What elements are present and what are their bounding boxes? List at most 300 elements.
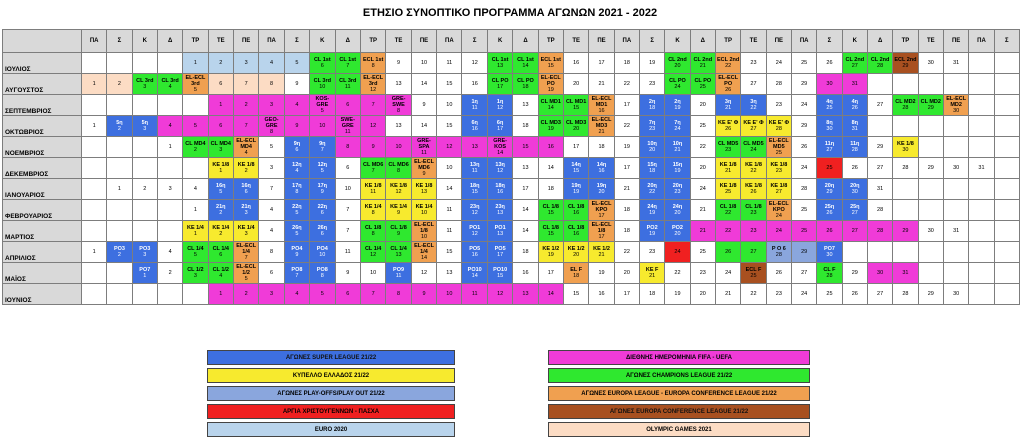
day-cell[interactable]	[107, 116, 132, 137]
day-cell[interactable]	[766, 242, 791, 263]
day-cell[interactable]	[462, 95, 487, 116]
day-cell[interactable]	[842, 158, 867, 179]
day-cell[interactable]	[766, 284, 791, 305]
day-cell[interactable]	[411, 158, 436, 179]
day-cell[interactable]	[360, 242, 385, 263]
day-cell[interactable]	[563, 284, 588, 305]
day-cell[interactable]	[842, 179, 867, 200]
day-cell[interactable]	[842, 221, 867, 242]
day-cell[interactable]	[563, 95, 588, 116]
day-cell[interactable]	[183, 74, 208, 95]
day-cell[interactable]	[183, 263, 208, 284]
day-cell[interactable]	[715, 116, 740, 137]
day-cell[interactable]	[563, 179, 588, 200]
day-cell[interactable]	[259, 263, 284, 284]
day-cell[interactable]	[867, 221, 892, 242]
day-cell[interactable]	[943, 284, 968, 305]
day-cell[interactable]	[259, 137, 284, 158]
day-cell[interactable]	[259, 158, 284, 179]
day-cell[interactable]	[918, 53, 943, 74]
day-cell[interactable]	[259, 53, 284, 74]
day-cell[interactable]	[259, 74, 284, 95]
day-cell[interactable]	[411, 137, 436, 158]
day-cell[interactable]	[284, 221, 309, 242]
day-cell[interactable]	[462, 221, 487, 242]
day-cell[interactable]	[360, 200, 385, 221]
day-cell[interactable]	[208, 221, 233, 242]
day-cell[interactable]	[817, 53, 842, 74]
day-cell[interactable]	[665, 179, 690, 200]
day-cell[interactable]	[513, 158, 538, 179]
day-cell[interactable]	[132, 242, 157, 263]
day-cell[interactable]	[639, 221, 664, 242]
day-cell[interactable]	[563, 53, 588, 74]
day-cell[interactable]	[842, 95, 867, 116]
day-cell[interactable]	[259, 179, 284, 200]
day-cell[interactable]	[817, 179, 842, 200]
day-cell[interactable]	[132, 179, 157, 200]
day-cell[interactable]	[360, 179, 385, 200]
day-cell[interactable]	[792, 53, 817, 74]
day-cell[interactable]	[208, 284, 233, 305]
day-cell[interactable]	[335, 116, 360, 137]
day-cell[interactable]	[335, 179, 360, 200]
day-cell[interactable]	[918, 284, 943, 305]
day-cell[interactable]	[487, 263, 512, 284]
day-cell[interactable]	[741, 53, 766, 74]
day-cell[interactable]	[589, 200, 614, 221]
day-cell[interactable]	[259, 116, 284, 137]
day-cell[interactable]	[563, 221, 588, 242]
day-cell[interactable]	[183, 242, 208, 263]
day-cell[interactable]	[538, 179, 563, 200]
day-cell[interactable]	[563, 116, 588, 137]
day-cell[interactable]	[208, 116, 233, 137]
day-cell[interactable]	[817, 116, 842, 137]
day-cell[interactable]	[766, 95, 791, 116]
day-cell[interactable]	[82, 116, 107, 137]
day-cell[interactable]	[360, 53, 385, 74]
day-cell[interactable]	[665, 263, 690, 284]
day-cell[interactable]	[715, 53, 740, 74]
day-cell[interactable]	[969, 158, 994, 179]
day-cell[interactable]	[157, 137, 182, 158]
day-cell[interactable]	[690, 137, 715, 158]
day-cell[interactable]	[487, 116, 512, 137]
day-cell[interactable]	[766, 263, 791, 284]
day-cell[interactable]	[715, 200, 740, 221]
day-cell[interactable]	[589, 74, 614, 95]
day-cell[interactable]	[639, 137, 664, 158]
day-cell[interactable]	[563, 74, 588, 95]
day-cell[interactable]	[462, 284, 487, 305]
day-cell[interactable]	[284, 116, 309, 137]
day-cell[interactable]	[867, 158, 892, 179]
day-cell[interactable]	[639, 179, 664, 200]
day-cell[interactable]	[233, 53, 258, 74]
day-cell[interactable]	[360, 116, 385, 137]
day-cell[interactable]	[715, 74, 740, 95]
day-cell[interactable]	[208, 242, 233, 263]
day-cell[interactable]	[513, 263, 538, 284]
day-cell[interactable]	[513, 200, 538, 221]
day-cell[interactable]	[335, 158, 360, 179]
day-cell[interactable]	[411, 284, 436, 305]
day-cell[interactable]	[792, 242, 817, 263]
day-cell[interactable]	[437, 137, 462, 158]
day-cell[interactable]	[487, 179, 512, 200]
day-cell[interactable]	[386, 284, 411, 305]
day-cell[interactable]	[665, 221, 690, 242]
day-cell[interactable]	[487, 74, 512, 95]
day-cell[interactable]	[639, 263, 664, 284]
day-cell[interactable]	[513, 137, 538, 158]
day-cell[interactable]	[766, 221, 791, 242]
day-cell[interactable]	[513, 74, 538, 95]
day-cell[interactable]	[208, 179, 233, 200]
day-cell[interactable]	[157, 116, 182, 137]
day-cell[interactable]	[437, 263, 462, 284]
day-cell[interactable]	[310, 158, 335, 179]
day-cell[interactable]	[233, 158, 258, 179]
day-cell[interactable]	[589, 221, 614, 242]
day-cell[interactable]	[208, 137, 233, 158]
day-cell[interactable]	[893, 53, 918, 74]
day-cell[interactable]	[918, 221, 943, 242]
day-cell[interactable]	[715, 95, 740, 116]
day-cell[interactable]	[233, 200, 258, 221]
day-cell[interactable]	[462, 74, 487, 95]
day-cell[interactable]	[715, 242, 740, 263]
day-cell[interactable]	[741, 263, 766, 284]
day-cell[interactable]	[563, 137, 588, 158]
day-cell[interactable]	[893, 137, 918, 158]
day-cell[interactable]	[208, 263, 233, 284]
day-cell[interactable]	[867, 95, 892, 116]
day-cell[interactable]	[310, 200, 335, 221]
day-cell[interactable]	[437, 53, 462, 74]
day-cell[interactable]	[943, 221, 968, 242]
day-cell[interactable]	[259, 95, 284, 116]
day-cell[interactable]	[259, 200, 284, 221]
day-cell[interactable]	[842, 137, 867, 158]
day-cell[interactable]	[437, 158, 462, 179]
day-cell[interactable]	[360, 74, 385, 95]
day-cell[interactable]	[462, 116, 487, 137]
day-cell[interactable]	[411, 53, 436, 74]
day-cell[interactable]	[715, 284, 740, 305]
day-cell[interactable]	[690, 284, 715, 305]
day-cell[interactable]	[589, 284, 614, 305]
day-cell[interactable]	[462, 53, 487, 74]
day-cell[interactable]	[538, 137, 563, 158]
day-cell[interactable]	[411, 200, 436, 221]
day-cell[interactable]	[310, 95, 335, 116]
day-cell[interactable]	[893, 284, 918, 305]
day-cell[interactable]	[690, 200, 715, 221]
day-cell[interactable]	[817, 158, 842, 179]
day-cell[interactable]	[614, 179, 639, 200]
day-cell[interactable]	[842, 53, 867, 74]
day-cell[interactable]	[842, 284, 867, 305]
day-cell[interactable]	[462, 200, 487, 221]
day-cell[interactable]	[310, 284, 335, 305]
day-cell[interactable]	[665, 242, 690, 263]
day-cell[interactable]	[589, 263, 614, 284]
day-cell[interactable]	[183, 137, 208, 158]
day-cell[interactable]	[943, 95, 968, 116]
day-cell[interactable]	[741, 221, 766, 242]
day-cell[interactable]	[690, 95, 715, 116]
day-cell[interactable]	[639, 116, 664, 137]
day-cell[interactable]	[614, 200, 639, 221]
day-cell[interactable]	[360, 137, 385, 158]
day-cell[interactable]	[259, 221, 284, 242]
day-cell[interactable]	[690, 179, 715, 200]
day-cell[interactable]	[867, 200, 892, 221]
day-cell[interactable]	[792, 284, 817, 305]
day-cell[interactable]	[639, 74, 664, 95]
day-cell[interactable]	[715, 263, 740, 284]
day-cell[interactable]	[589, 53, 614, 74]
day-cell[interactable]	[284, 200, 309, 221]
day-cell[interactable]	[817, 242, 842, 263]
day-cell[interactable]	[792, 263, 817, 284]
day-cell[interactable]	[183, 116, 208, 137]
day-cell[interactable]	[233, 221, 258, 242]
day-cell[interactable]	[183, 53, 208, 74]
day-cell[interactable]	[792, 116, 817, 137]
day-cell[interactable]	[310, 263, 335, 284]
day-cell[interactable]	[665, 158, 690, 179]
day-cell[interactable]	[462, 242, 487, 263]
day-cell[interactable]	[741, 95, 766, 116]
day-cell[interactable]	[284, 284, 309, 305]
day-cell[interactable]	[665, 200, 690, 221]
day-cell[interactable]	[487, 221, 512, 242]
day-cell[interactable]	[893, 263, 918, 284]
day-cell[interactable]	[132, 116, 157, 137]
day-cell[interactable]	[538, 242, 563, 263]
day-cell[interactable]	[487, 158, 512, 179]
day-cell[interactable]	[284, 242, 309, 263]
day-cell[interactable]	[918, 95, 943, 116]
day-cell[interactable]	[867, 53, 892, 74]
day-cell[interactable]	[233, 74, 258, 95]
day-cell[interactable]	[513, 179, 538, 200]
day-cell[interactable]	[589, 137, 614, 158]
day-cell[interactable]	[943, 53, 968, 74]
day-cell[interactable]	[462, 263, 487, 284]
day-cell[interactable]	[411, 179, 436, 200]
day-cell[interactable]	[614, 263, 639, 284]
day-cell[interactable]	[690, 53, 715, 74]
day-cell[interactable]	[310, 116, 335, 137]
day-cell[interactable]	[614, 242, 639, 263]
day-cell[interactable]	[639, 200, 664, 221]
day-cell[interactable]	[614, 284, 639, 305]
day-cell[interactable]	[639, 95, 664, 116]
day-cell[interactable]	[183, 221, 208, 242]
day-cell[interactable]	[867, 284, 892, 305]
day-cell[interactable]	[157, 242, 182, 263]
day-cell[interactable]	[310, 74, 335, 95]
day-cell[interactable]	[284, 179, 309, 200]
day-cell[interactable]	[792, 95, 817, 116]
day-cell[interactable]	[538, 53, 563, 74]
day-cell[interactable]	[513, 284, 538, 305]
day-cell[interactable]	[386, 263, 411, 284]
day-cell[interactable]	[538, 221, 563, 242]
day-cell[interactable]	[335, 53, 360, 74]
day-cell[interactable]	[386, 95, 411, 116]
day-cell[interactable]	[386, 137, 411, 158]
day-cell[interactable]	[842, 74, 867, 95]
day-cell[interactable]	[690, 263, 715, 284]
day-cell[interactable]	[741, 200, 766, 221]
day-cell[interactable]	[437, 116, 462, 137]
day-cell[interactable]	[614, 74, 639, 95]
day-cell[interactable]	[107, 74, 132, 95]
day-cell[interactable]	[538, 158, 563, 179]
day-cell[interactable]	[614, 137, 639, 158]
day-cell[interactable]	[893, 158, 918, 179]
day-cell[interactable]	[614, 116, 639, 137]
day-cell[interactable]	[233, 95, 258, 116]
day-cell[interactable]	[665, 116, 690, 137]
day-cell[interactable]	[690, 116, 715, 137]
day-cell[interactable]	[614, 221, 639, 242]
day-cell[interactable]	[817, 284, 842, 305]
day-cell[interactable]	[360, 158, 385, 179]
day-cell[interactable]	[335, 284, 360, 305]
day-cell[interactable]	[766, 53, 791, 74]
day-cell[interactable]	[614, 158, 639, 179]
day-cell[interactable]	[665, 137, 690, 158]
day-cell[interactable]	[208, 200, 233, 221]
day-cell[interactable]	[817, 74, 842, 95]
day-cell[interactable]	[233, 116, 258, 137]
day-cell[interactable]	[893, 221, 918, 242]
day-cell[interactable]	[157, 179, 182, 200]
day-cell[interactable]	[284, 263, 309, 284]
day-cell[interactable]	[335, 95, 360, 116]
day-cell[interactable]	[437, 179, 462, 200]
day-cell[interactable]	[411, 242, 436, 263]
day-cell[interactable]	[386, 53, 411, 74]
day-cell[interactable]	[563, 263, 588, 284]
day-cell[interactable]	[132, 263, 157, 284]
day-cell[interactable]	[690, 158, 715, 179]
day-cell[interactable]	[487, 53, 512, 74]
day-cell[interactable]	[259, 284, 284, 305]
day-cell[interactable]	[183, 200, 208, 221]
day-cell[interactable]	[208, 53, 233, 74]
day-cell[interactable]	[360, 284, 385, 305]
day-cell[interactable]	[817, 263, 842, 284]
day-cell[interactable]	[538, 263, 563, 284]
day-cell[interactable]	[335, 242, 360, 263]
day-cell[interactable]	[513, 242, 538, 263]
day-cell[interactable]	[563, 200, 588, 221]
day-cell[interactable]	[766, 179, 791, 200]
day-cell[interactable]	[792, 158, 817, 179]
day-cell[interactable]	[386, 74, 411, 95]
day-cell[interactable]	[462, 137, 487, 158]
day-cell[interactable]	[411, 74, 436, 95]
day-cell[interactable]	[792, 221, 817, 242]
day-cell[interactable]	[437, 221, 462, 242]
day-cell[interactable]	[842, 263, 867, 284]
day-cell[interactable]	[665, 284, 690, 305]
day-cell[interactable]	[513, 116, 538, 137]
day-cell[interactable]	[766, 116, 791, 137]
day-cell[interactable]	[284, 95, 309, 116]
day-cell[interactable]	[386, 116, 411, 137]
day-cell[interactable]	[208, 95, 233, 116]
day-cell[interactable]	[817, 95, 842, 116]
day-cell[interactable]	[766, 200, 791, 221]
day-cell[interactable]	[487, 95, 512, 116]
day-cell[interactable]	[842, 200, 867, 221]
day-cell[interactable]	[589, 116, 614, 137]
day-cell[interactable]	[867, 263, 892, 284]
day-cell[interactable]	[107, 179, 132, 200]
day-cell[interactable]	[918, 158, 943, 179]
day-cell[interactable]	[589, 158, 614, 179]
day-cell[interactable]	[589, 242, 614, 263]
day-cell[interactable]	[766, 74, 791, 95]
day-cell[interactable]	[411, 95, 436, 116]
day-cell[interactable]	[665, 53, 690, 74]
day-cell[interactable]	[690, 221, 715, 242]
day-cell[interactable]	[360, 263, 385, 284]
day-cell[interactable]	[335, 74, 360, 95]
day-cell[interactable]	[208, 74, 233, 95]
day-cell[interactable]	[715, 221, 740, 242]
day-cell[interactable]	[462, 158, 487, 179]
day-cell[interactable]	[563, 242, 588, 263]
day-cell[interactable]	[233, 179, 258, 200]
day-cell[interactable]	[792, 200, 817, 221]
day-cell[interactable]	[842, 116, 867, 137]
day-cell[interactable]	[792, 179, 817, 200]
day-cell[interactable]	[867, 137, 892, 158]
day-cell[interactable]	[538, 284, 563, 305]
day-cell[interactable]	[715, 179, 740, 200]
day-cell[interactable]	[208, 158, 233, 179]
day-cell[interactable]	[766, 158, 791, 179]
day-cell[interactable]	[82, 74, 107, 95]
day-cell[interactable]	[487, 284, 512, 305]
day-cell[interactable]	[437, 242, 462, 263]
day-cell[interactable]	[741, 158, 766, 179]
day-cell[interactable]	[437, 284, 462, 305]
day-cell[interactable]	[310, 179, 335, 200]
day-cell[interactable]	[284, 74, 309, 95]
day-cell[interactable]	[284, 158, 309, 179]
day-cell[interactable]	[132, 74, 157, 95]
day-cell[interactable]	[82, 242, 107, 263]
day-cell[interactable]	[259, 242, 284, 263]
day-cell[interactable]	[741, 179, 766, 200]
day-cell[interactable]	[715, 137, 740, 158]
day-cell[interactable]	[513, 95, 538, 116]
day-cell[interactable]	[487, 242, 512, 263]
day-cell[interactable]	[487, 137, 512, 158]
day-cell[interactable]	[639, 53, 664, 74]
day-cell[interactable]	[589, 179, 614, 200]
